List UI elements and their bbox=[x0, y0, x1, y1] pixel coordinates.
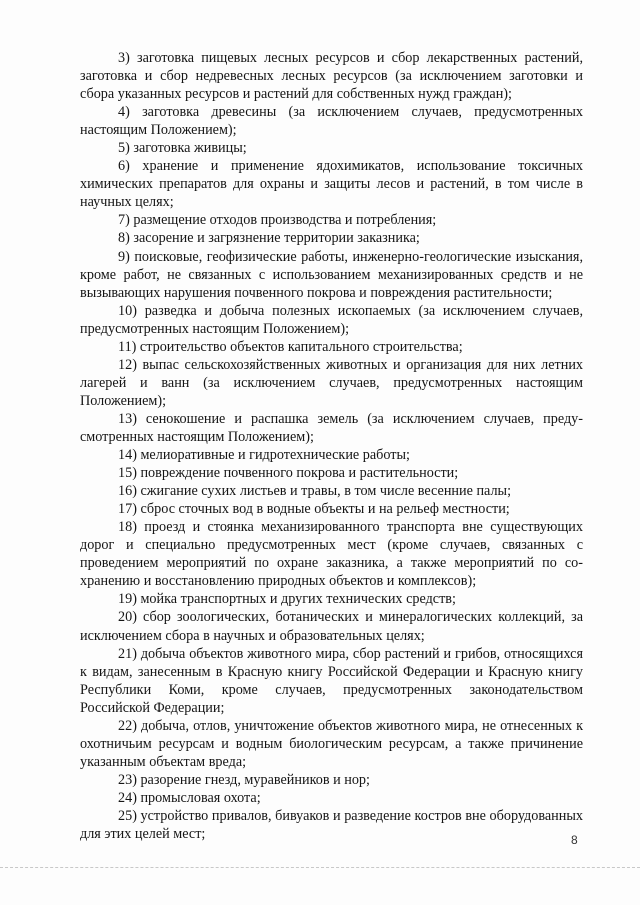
list-item-23: 23) разорение гнезд, муравейников и нор; bbox=[118, 771, 370, 788]
list-item-5: 5) заготовка живицы; bbox=[118, 140, 247, 157]
list-item-10: 10) разведка и добыча полезных ископаемых (за исключением случаев, предусмотренных настоящим Положением); bbox=[80, 302, 583, 337]
list-item-24: 24) промысловая охота; bbox=[118, 789, 261, 806]
list-item-4: 4) заготовка древесины (за исключением случаев, предусмотренных настоящим Положением); bbox=[80, 104, 583, 139]
list-item-3: 3) заготовка пищевых лесных ресурсов и сбор лекарственных растений, заготовка и сбор недревесных лесных ресурсов (за исключением заготовки и сбора указанных ресурсов и растений для собственных нужд граждан); bbox=[80, 50, 583, 103]
list-item-14: 14) мелиоративные и гидротехнические работы; bbox=[118, 447, 410, 464]
list-item-21: 21) добыча объектов животного мира, сбор растений и грибов, относящихся к видам, занесенным в Красную книгу Российской Федерации и Красную книгу Республики Коми, кроме случаев, предусмотренных законодательством Российской Федерации; bbox=[80, 645, 583, 716]
page-number: 8 bbox=[571, 833, 578, 847]
list-item-15: 15) повреждение почвенного покрова и растительности; bbox=[118, 465, 459, 482]
list-item-18: 18) проезд и стоянка механизированного транспорта вне существующих дорог и специально предусмотренных мест (кроме случаев, связанных с проведением мероприятий по охране заказника, а также мероприятий по сохранению и восстановлению природных объектов и комплексов); bbox=[80, 519, 583, 590]
list-item-11: 11) строительство объектов капитального строительства; bbox=[118, 338, 463, 355]
list-item-12: 12) выпас сельскохозяйственных животных и организация для них летних лагерей и ванн (за исключением случаев, предусмотренных настоящим Положением); bbox=[80, 356, 583, 409]
list-item-7: 7) размещение отходов производства и потребления; bbox=[118, 212, 437, 229]
list-item-8: 8) засорение и загрязнение территории заказника; bbox=[118, 230, 420, 247]
list-item-13: 13) сенокошение и распашка земель (за исключением случаев, предусмотренных настоящим Положением); bbox=[80, 410, 583, 445]
scan-edge-divider bbox=[0, 867, 640, 868]
list-item-9: 9) поисковые, геофизические работы, инженерно-геологические изыскания, кроме работ, не связанных с использованием механизированных средств и не вызывающих нарушения почвенного покрова и повреждения растительности; bbox=[80, 248, 583, 301]
list-item-20: 20) сбор зоологических, ботанических и минералогических коллекций, за исключением сбора в научных и образовательных целях; bbox=[80, 609, 583, 644]
list-item-16: 16) сжигание сухих листьев и травы, в том числе весенние палы; bbox=[118, 483, 512, 500]
list-item-22: 22) добыча, отлов, уничтожение объектов животного мира, не отнесенных к охотничьим ресурсам и водным биологическим ресурсам, а также причинение указанным объектам вреда; bbox=[80, 717, 583, 770]
list-item-17: 17) сброс сточных вод в водные объекты и на рельеф местности; bbox=[118, 501, 510, 518]
list-item-6: 6) хранение и применение ядохимикатов, использование токсичных химических препаратов для охраны и защиты лесов и растений, в том числе в научных целях; bbox=[80, 158, 583, 211]
list-item-25: 25) устройство привалов, бивуаков и разведение костров вне оборудованных для этих целей мест; bbox=[80, 807, 583, 843]
list-item-19: 19) мойка транспортных и других технических средств; bbox=[118, 591, 456, 608]
document-body bbox=[80, 49, 583, 843]
